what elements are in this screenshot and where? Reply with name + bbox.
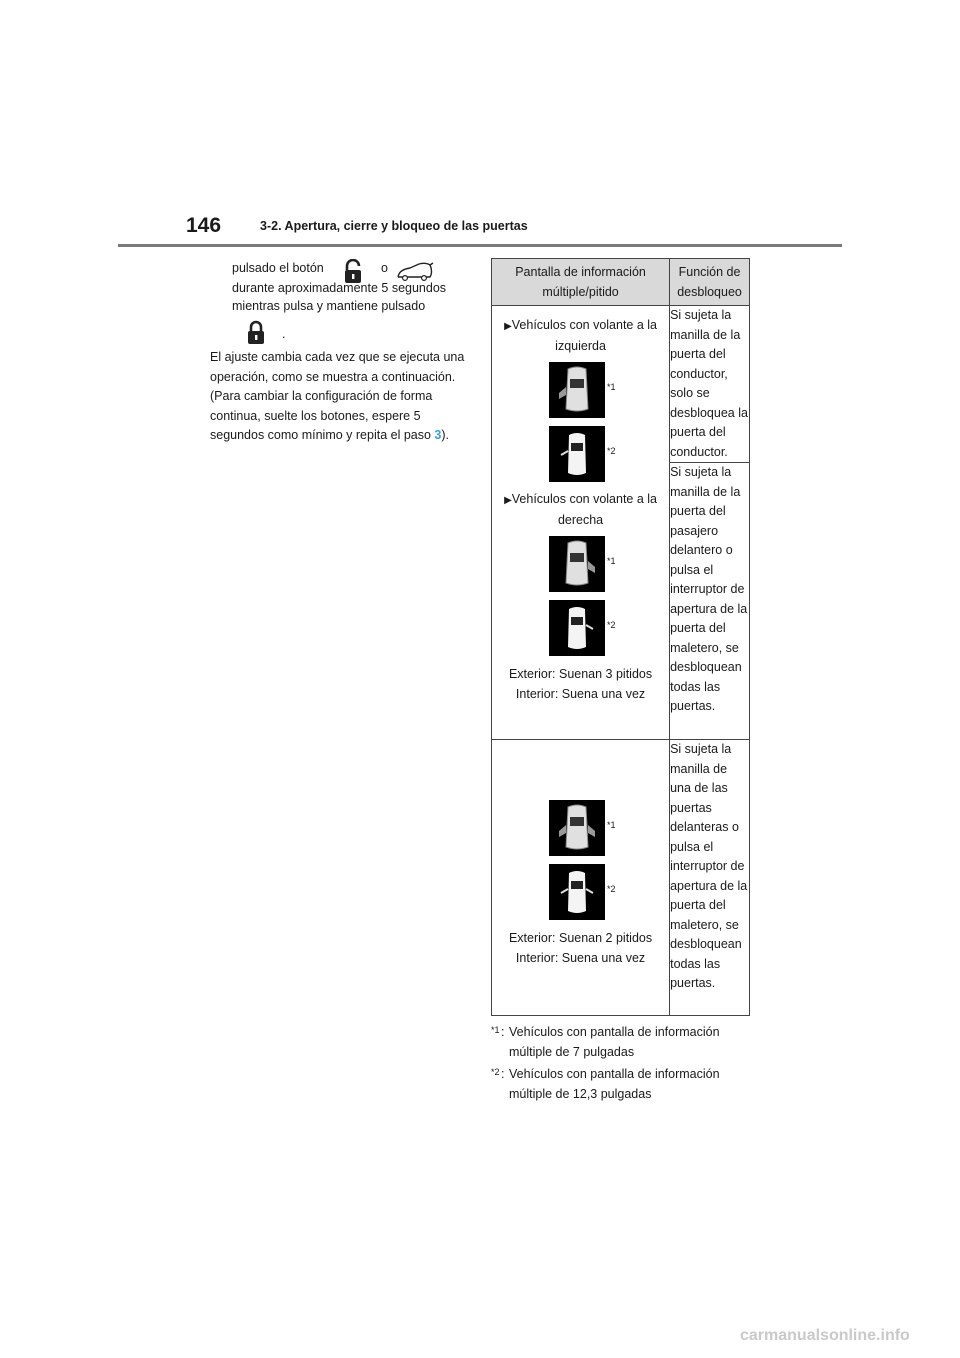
- right-hand-label: ▶Vehículos con volante a la derecha: [504, 492, 658, 527]
- car-display-icon: [549, 800, 605, 856]
- car-display-icon: [549, 536, 605, 592]
- sound-interior: Interior: Suena una vez: [515, 951, 646, 965]
- screen-12inch-rhd: *2: [549, 600, 605, 656]
- header-divider: [118, 244, 842, 247]
- left-hand-label: ▶Vehículos con volante a la izquierda: [504, 318, 658, 353]
- display-cell: [492, 740, 670, 1016]
- settings-paragraph: El ajuste cambia cada vez que se ejecuta una operación, como se muestra a continuación. (Para cambiar la configuración de forma continua, suelte los botones, espere 5 segundos como mínimo y repita el paso 3).: [210, 350, 465, 442]
- header-display: Pantalla de información múltiple/pitido: [492, 259, 670, 306]
- footnote: *2 : Vehículos con pantalla de información múltiple de 12,3 pulgadas: [491, 1067, 720, 1101]
- footnotes: [491, 1023, 751, 1107]
- sound-exterior: Exterior: Suenan 3 pitidos: [508, 667, 653, 681]
- screen-7inch-rhd: *1: [549, 536, 605, 592]
- function-cell: Si sujeta la manilla de la puerta del pasajero delantero o pulsa el interruptor de apertura de la puerta del maletero, se desbloquean todas las puertas.: [670, 463, 750, 740]
- page-number: 146: [186, 214, 222, 237]
- step-reference: 3: [434, 428, 442, 442]
- table-row: [492, 306, 750, 463]
- car-display-icon: [549, 362, 605, 418]
- function-cell: Si sujeta la manilla de una de las puertas delanteras o pulsa el interruptor de apertura de la puerta del maletero, se desbloquean todas las puertas.: [670, 740, 750, 1016]
- triangle-icon: ▶: [504, 495, 512, 506]
- instruction-line-3: mientras pulsa y mantiene pulsado: [232, 299, 426, 313]
- triangle-icon: ▶: [504, 321, 512, 332]
- or-text: o: [381, 261, 388, 275]
- instruction-period: .: [282, 327, 286, 341]
- watermark: carmanualsonline.info: [740, 1327, 910, 1344]
- function-cell: Si sujeta la manilla de la puerta del conductor, solo se desbloquea la puerta del conductor.: [670, 306, 750, 463]
- sound-interior: Interior: Suena una vez: [515, 687, 646, 701]
- car-display-icon: [549, 600, 605, 656]
- table-row: [492, 740, 750, 1016]
- section-title: 3-2. Apertura, cierre y bloqueo de las puertas: [260, 219, 528, 233]
- instruction-line-1: pulsado el botón: [232, 261, 324, 275]
- display-cell: [492, 306, 670, 740]
- footnote: *1 : Vehículos con pantalla de información múltiple de 7 pulgadas: [491, 1025, 720, 1059]
- header-function: Función de desbloqueo: [670, 259, 750, 306]
- instruction-line-2: durante aproximadamente 5 segundos: [232, 281, 447, 295]
- screen-12inch-lhd: *2: [549, 426, 605, 482]
- lock-icon: [243, 320, 269, 346]
- screen-7inch-lhd: *1: [549, 362, 605, 418]
- unlock-function-table: [491, 258, 750, 1016]
- sound-exterior: Exterior: Suenan 2 pitidos: [508, 931, 653, 945]
- car-display-icon: [549, 864, 605, 920]
- screen-12inch-both: *2: [549, 864, 605, 920]
- screen-7inch-both: *1: [549, 800, 605, 856]
- car-display-icon: [549, 426, 605, 482]
